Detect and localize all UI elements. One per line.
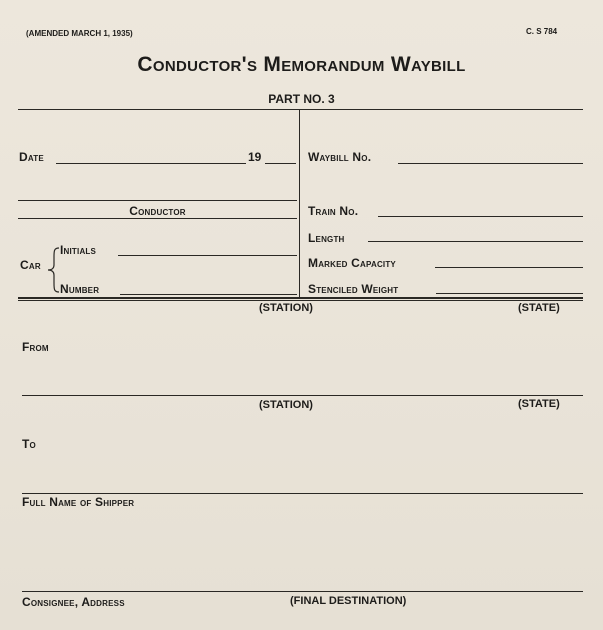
initials-line[interactable] (118, 255, 297, 256)
consignee-label: Consignee, Address (22, 595, 125, 609)
train-no-line[interactable] (378, 216, 583, 217)
amended-note: (AMENDED MARCH 1, 1935) (26, 29, 133, 38)
marked-capacity-line[interactable] (435, 267, 583, 268)
year-prefix: 19 (248, 150, 262, 164)
marked-capacity-label: Marked Capacity (308, 256, 396, 270)
number-line[interactable] (120, 294, 297, 295)
to-state-caption: (STATE) (518, 398, 560, 410)
train-no-label: Train No. (308, 204, 359, 218)
length-label: Length (308, 231, 345, 245)
from-label: From (22, 340, 49, 354)
date-line[interactable] (56, 163, 246, 164)
stenciled-weight-label: Stenciled Weight (308, 282, 399, 296)
number-label: Number (60, 282, 100, 296)
year-line[interactable] (265, 163, 296, 164)
car-brace-icon (46, 247, 60, 293)
heavy-rule-bottom (18, 300, 583, 301)
page-title: Conductor's Memorandum Waybill (137, 53, 466, 76)
conductor-underline (18, 218, 297, 219)
top-rule (18, 109, 583, 110)
heavy-rule-top (18, 297, 583, 299)
from-state-caption: (STATE) (518, 302, 560, 314)
to-label: To (22, 437, 36, 451)
conductor-label: Conductor (129, 204, 186, 218)
date-label: Date (19, 150, 44, 164)
shipper-line[interactable] (22, 591, 583, 592)
from-line[interactable] (22, 395, 583, 396)
from-station-caption: (STATION) (259, 302, 313, 314)
stenciled-weight-line[interactable] (436, 293, 583, 294)
to-station-caption: (STATION) (259, 399, 313, 411)
part-number: PART NO. 3 (268, 92, 335, 106)
final-destination-caption: (FINAL DESTINATION) (290, 595, 407, 607)
to-line[interactable] (22, 493, 583, 494)
waybill-no-label: Waybill No. (308, 150, 372, 164)
shipper-label: Full Name of Shipper (22, 495, 135, 509)
conductor-line[interactable] (18, 200, 297, 201)
waybill-no-line[interactable] (398, 163, 583, 164)
car-label: Car (20, 258, 41, 272)
initials-label: Initials (60, 243, 97, 257)
form-code: C. S 784 (526, 27, 558, 36)
length-line[interactable] (368, 241, 583, 242)
